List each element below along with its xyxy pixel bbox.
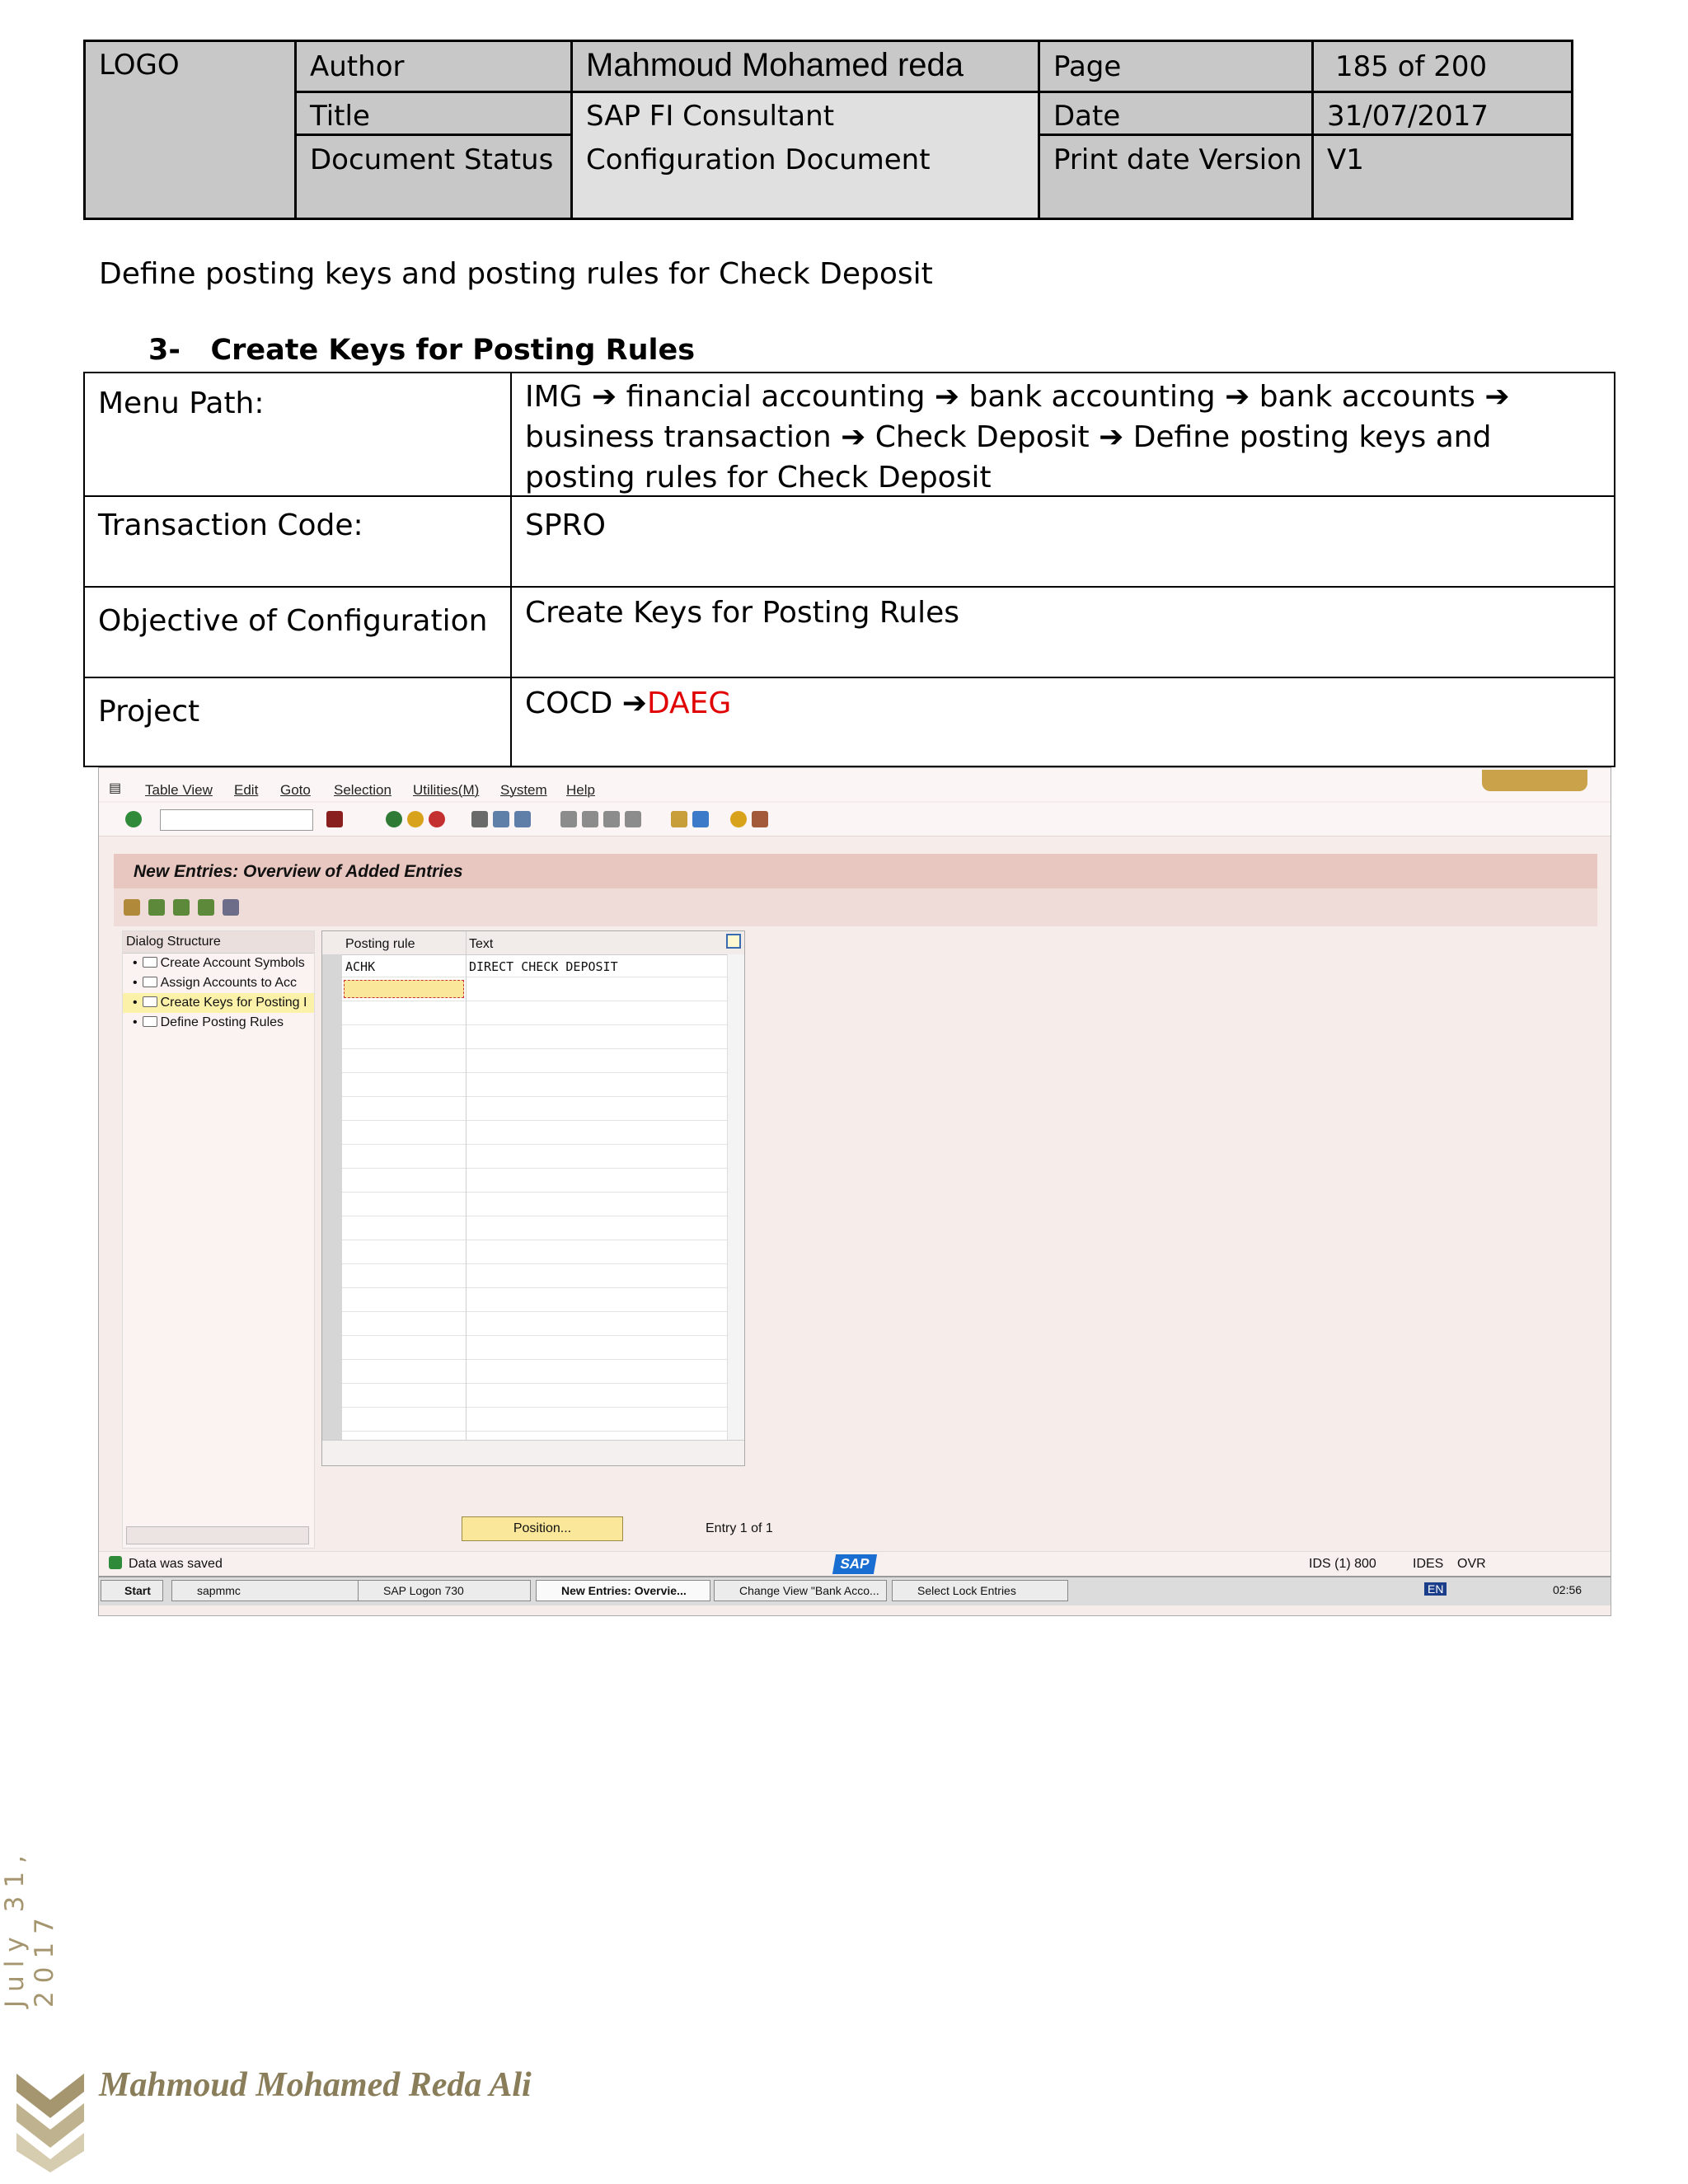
menu-path-step: business transaction bbox=[525, 420, 832, 454]
menu-path-step: bank accounts bbox=[1259, 380, 1475, 414]
table-row[interactable] bbox=[342, 1265, 728, 1288]
status-value: Configuration Document bbox=[586, 143, 931, 176]
document-header-table bbox=[83, 40, 1573, 220]
project-code: DAEG bbox=[646, 687, 732, 720]
sap-menubar bbox=[99, 768, 1611, 801]
table-vscroll[interactable] bbox=[727, 954, 744, 1441]
arrow-right-icon: ➔ bbox=[1484, 380, 1510, 414]
folder-icon bbox=[143, 977, 157, 987]
arrow-right-icon: ➔ bbox=[841, 420, 866, 454]
table-row[interactable] bbox=[342, 954, 728, 977]
folder-icon bbox=[143, 1016, 157, 1027]
col-posting-rule[interactable]: Posting rule bbox=[345, 937, 415, 951]
chevron-logo-icon bbox=[16, 2074, 84, 2172]
last-page-icon[interactable] bbox=[625, 811, 641, 827]
transaction-code-value: SPRO bbox=[525, 509, 606, 542]
table-row[interactable] bbox=[342, 1122, 728, 1145]
task-new-entries[interactable]: New Entries: Overvie... bbox=[536, 1580, 710, 1601]
arrow-right-icon: ➔ bbox=[621, 687, 647, 720]
table-header bbox=[322, 931, 744, 955]
menu-icon[interactable]: ▤ bbox=[109, 781, 122, 795]
menu-path-step: Define posting keys and posting rules for Check Deposit bbox=[525, 420, 1492, 494]
page-value: 185 of 200 bbox=[1335, 50, 1488, 83]
menu-help[interactable]: Help bbox=[566, 782, 595, 798]
table-row[interactable] bbox=[342, 1241, 728, 1264]
application-toolbar bbox=[114, 888, 1597, 926]
folder-icon bbox=[143, 957, 157, 968]
sap-screenshot bbox=[98, 767, 1611, 1616]
sap-toolbar bbox=[99, 803, 1611, 837]
menu-table-view[interactable]: Table View bbox=[145, 782, 213, 798]
table-row[interactable] bbox=[342, 1337, 728, 1360]
delete-icon[interactable] bbox=[198, 899, 214, 916]
prev-page-icon[interactable] bbox=[582, 811, 598, 827]
table-row[interactable] bbox=[342, 978, 728, 1001]
table-row[interactable] bbox=[342, 1193, 728, 1216]
table-row[interactable] bbox=[342, 1361, 728, 1384]
dialog-structure-title: Dialog Structure bbox=[123, 931, 314, 954]
position-button[interactable]: Position... bbox=[462, 1516, 623, 1541]
row-selectors[interactable] bbox=[322, 954, 342, 1441]
logo-placeholder: LOGO bbox=[99, 49, 180, 82]
column-settings-icon[interactable] bbox=[726, 934, 741, 949]
menu-path-step: IMG bbox=[525, 380, 583, 414]
table-row[interactable] bbox=[342, 1385, 728, 1408]
status-message: Data was saved bbox=[129, 1557, 223, 1571]
start-button[interactable]: Start bbox=[101, 1580, 163, 1601]
table-row[interactable] bbox=[342, 1217, 728, 1240]
date-label: Date bbox=[1053, 100, 1121, 133]
task-sap-logon[interactable]: SAP Logon 730 bbox=[358, 1580, 531, 1601]
dialog-item-selected[interactable]: • Create Keys for Posting I bbox=[123, 993, 314, 1013]
server-name: IDES bbox=[1413, 1557, 1444, 1571]
section-heading bbox=[148, 334, 695, 367]
menu-system[interactable]: System bbox=[500, 782, 547, 798]
task-change-view[interactable]: Change View "Bank Acco... bbox=[714, 1580, 887, 1601]
language-indicator[interactable]: EN bbox=[1424, 1582, 1447, 1596]
objective-value: Create Keys for Posting Rules bbox=[525, 596, 960, 630]
help-icon[interactable] bbox=[730, 811, 747, 827]
task-sapmmc[interactable]: sapmmc bbox=[171, 1580, 364, 1601]
table-row[interactable] bbox=[342, 1074, 728, 1097]
status-bar bbox=[99, 1551, 1611, 1577]
menu-path-label: Menu Path: bbox=[98, 387, 265, 420]
menu-goto[interactable]: Goto bbox=[280, 782, 311, 798]
undo-change-icon[interactable] bbox=[223, 899, 239, 916]
menu-path-step: bank accounting bbox=[968, 380, 1216, 414]
display-change-icon[interactable] bbox=[124, 899, 140, 916]
dialog-hscroll[interactable] bbox=[126, 1526, 309, 1544]
author-value: Mahmoud Mohamed reda bbox=[586, 47, 964, 83]
dialog-structure-panel bbox=[122, 930, 315, 1549]
section-number: 3- bbox=[148, 334, 181, 367]
status-label: Document Status bbox=[310, 143, 554, 176]
windows-taskbar bbox=[99, 1576, 1611, 1605]
page-label: Page bbox=[1053, 50, 1122, 83]
new-entries-icon[interactable] bbox=[148, 899, 165, 916]
first-page-icon[interactable] bbox=[560, 811, 577, 827]
table-row[interactable] bbox=[342, 1408, 728, 1432]
transaction-code-label: Transaction Code: bbox=[98, 509, 363, 542]
menu-path-value bbox=[512, 373, 1615, 501]
table-row[interactable] bbox=[342, 1146, 728, 1169]
title-value: SAP FI Consultant bbox=[586, 100, 835, 133]
clock: 02:56 bbox=[1553, 1583, 1582, 1596]
menu-path-step: financial accounting bbox=[626, 380, 926, 414]
dialog-item[interactable]: • Assign Accounts to Acc bbox=[133, 976, 298, 990]
project-value bbox=[512, 680, 744, 727]
cancel-icon[interactable] bbox=[429, 811, 445, 827]
table-row[interactable] bbox=[342, 1026, 728, 1049]
copy-as-icon[interactable] bbox=[173, 899, 190, 916]
table-row[interactable] bbox=[342, 1050, 728, 1073]
table-row[interactable] bbox=[342, 1289, 728, 1312]
menu-utilities[interactable]: Utilities(M) bbox=[413, 782, 480, 798]
folder-open-icon bbox=[143, 996, 157, 1007]
shortcut-icon[interactable] bbox=[692, 811, 709, 827]
posting-rule-input[interactable] bbox=[344, 980, 464, 998]
print-icon[interactable] bbox=[471, 811, 488, 827]
posting-rules-table bbox=[321, 930, 745, 1466]
insert-mode[interactable]: OVR bbox=[1457, 1557, 1486, 1571]
col-text[interactable]: Text bbox=[469, 937, 494, 951]
table-row[interactable] bbox=[342, 1002, 728, 1025]
arrow-right-icon: ➔ bbox=[934, 380, 960, 414]
section-title: Create Keys for Posting Rules bbox=[210, 334, 696, 367]
find-next-icon[interactable] bbox=[514, 811, 531, 827]
enter-icon[interactable] bbox=[125, 811, 142, 827]
success-icon bbox=[109, 1556, 122, 1569]
dialog-item[interactable]: • Create Account Symbols bbox=[133, 956, 305, 970]
screen-title: New Entries: Overview of Added Entries bbox=[114, 854, 1597, 888]
arrow-right-icon: ➔ bbox=[1225, 380, 1250, 414]
project-label: Project bbox=[98, 695, 200, 729]
intro-text: Define posting keys and posting rules for Check Deposit bbox=[99, 257, 933, 291]
vertical-date: July 31, 2017 bbox=[0, 1847, 59, 2008]
system-info[interactable]: IDS (1) 800 bbox=[1309, 1557, 1376, 1571]
dialog-item[interactable]: • Define Posting Rules bbox=[133, 1015, 284, 1029]
table-row[interactable] bbox=[342, 1313, 728, 1336]
date-value: 31/07/2017 bbox=[1327, 100, 1489, 133]
customize-layout-icon[interactable] bbox=[752, 811, 768, 827]
next-page-icon[interactable] bbox=[603, 811, 620, 827]
back-icon[interactable] bbox=[386, 811, 402, 827]
version-value: V1 bbox=[1327, 143, 1364, 176]
project-cocd: COCD bbox=[525, 687, 613, 720]
objective-label: Objective of Configuration bbox=[98, 604, 488, 638]
cell-text[interactable]: DIRECT CHECK DEPOSIT bbox=[469, 959, 618, 974]
title-label: Title bbox=[310, 100, 370, 133]
table-row[interactable] bbox=[342, 1169, 728, 1193]
task-select-lock[interactable]: Select Lock Entries bbox=[892, 1580, 1068, 1601]
configuration-table bbox=[83, 372, 1615, 767]
exit-icon[interactable] bbox=[407, 811, 424, 827]
create-session-icon[interactable] bbox=[671, 811, 687, 827]
table-hscroll[interactable] bbox=[322, 1440, 744, 1465]
table-row[interactable] bbox=[342, 1098, 728, 1121]
print-date-label: Print date Version bbox=[1053, 143, 1302, 176]
window-controls[interactable] bbox=[1482, 770, 1587, 791]
command-field[interactable] bbox=[160, 809, 313, 831]
signature: Mahmoud Mohamed Reda Ali bbox=[99, 2066, 532, 2104]
save-icon[interactable] bbox=[326, 811, 343, 827]
menu-path-step: Check Deposit bbox=[874, 420, 1090, 454]
arrow-right-icon: ➔ bbox=[592, 380, 617, 414]
sap-logo: SAP bbox=[832, 1554, 877, 1574]
entry-info: Entry 1 of 1 bbox=[706, 1521, 773, 1535]
cell-posting-rule[interactable]: ACHK bbox=[345, 959, 376, 974]
menu-edit[interactable]: Edit bbox=[234, 782, 259, 798]
arrow-right-icon: ➔ bbox=[1099, 420, 1124, 454]
find-icon[interactable] bbox=[493, 811, 509, 827]
menu-selection[interactable]: Selection bbox=[334, 782, 392, 798]
author-label: Author bbox=[310, 50, 405, 83]
